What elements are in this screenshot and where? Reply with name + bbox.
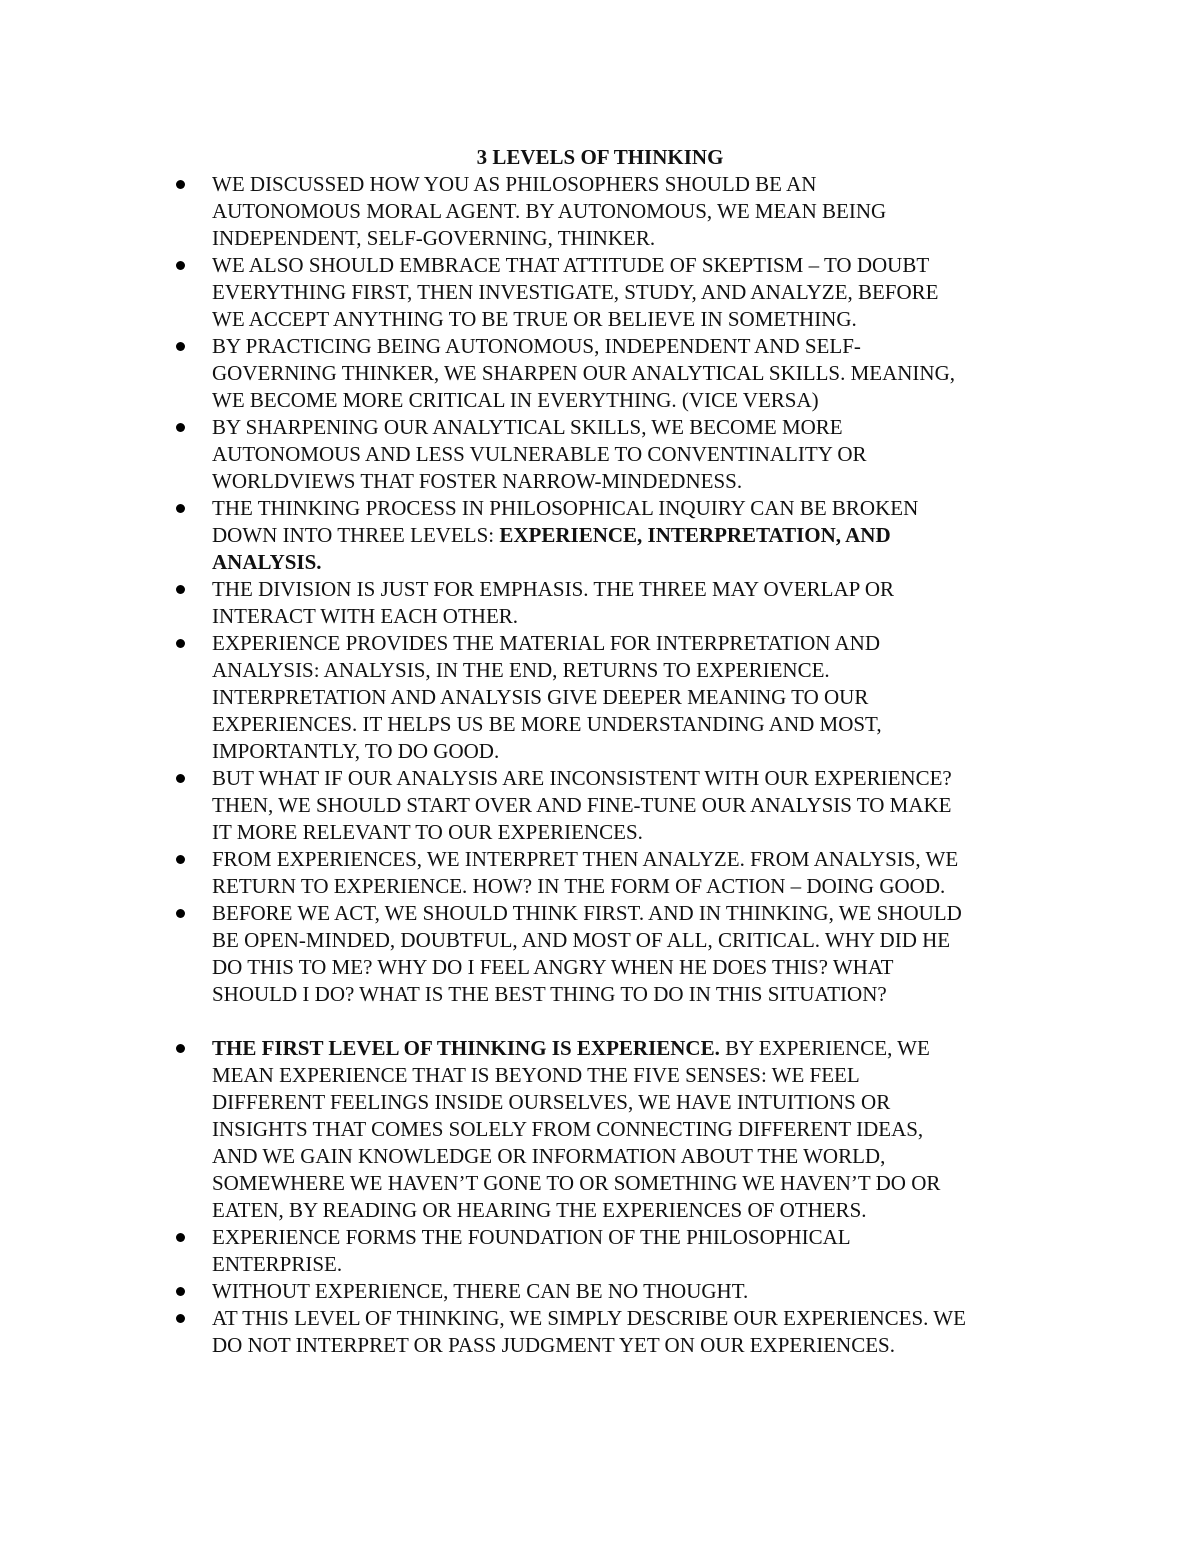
- bullet-item: [0, 252, 1072, 333]
- bullet-line: EVERYTHING FIRST, THEN INVESTIGATE, STUDY, AND ANALYZE, BEFORE: [212, 280, 939, 304]
- bullet-text: BY EXPERIENCE, WE: [719, 1036, 930, 1060]
- bullet-line: AT THIS LEVEL OF THINKING, WE SIMPLY DESCRIBE OUR EXPERIENCES. WE: [212, 1306, 966, 1330]
- bullet-line: GOVERNING THINKER, WE SHARPEN OUR ANALYTICAL SKILLS. MEANING,: [212, 361, 955, 385]
- bullet-item: [0, 576, 1072, 630]
- bullet-icon: [176, 909, 185, 918]
- bullet-item: [0, 630, 1072, 765]
- bullet-line: EXPERIENCE PROVIDES THE MATERIAL FOR INTERPRETATION AND: [212, 631, 880, 655]
- bullet-line: WORLDVIEWS THAT FOSTER NARROW-MINDEDNESS.: [212, 469, 743, 493]
- bullet-line: SOMEWHERE WE HAVEN’T GONE TO OR SOMETHING WE HAVEN’T DO OR: [212, 1171, 941, 1195]
- bullet-icon: [176, 1314, 185, 1323]
- bullet-line: SHOULD I DO? WHAT IS THE BEST THING TO DO IN THIS SITUATION?: [212, 982, 887, 1006]
- bullet-line: AUTONOMOUS MORAL AGENT. BY AUTONOMOUS, WE MEAN BEING: [212, 199, 887, 223]
- bullet-icon: [176, 1044, 185, 1053]
- bullet-line: ENTERPRISE.: [212, 1252, 343, 1276]
- bullet-item: [0, 1305, 1072, 1359]
- bullet-line: DO THIS TO ME? WHY DO I FEEL ANGRY WHEN HE DOES THIS? WHAT: [212, 955, 894, 979]
- bullet-item: [0, 846, 1072, 900]
- bullet-item: [0, 495, 1072, 576]
- bullet-line: THE DIVISION IS JUST FOR EMPHASIS. THE THREE MAY OVERLAP OR: [212, 577, 894, 601]
- bullet-line: EXPERIENCE FORMS THE FOUNDATION OF THE PHILOSOPHICAL: [212, 1225, 851, 1249]
- bullet-line: AND WE GAIN KNOWLEDGE OR INFORMATION ABOUT THE WORLD,: [212, 1144, 886, 1168]
- bullet-line: WE ALSO SHOULD EMBRACE THAT ATTITUDE OF SKEPTISM – TO DOUBT: [212, 253, 930, 277]
- bullet-line: AUTONOMOUS AND LESS VULNERABLE TO CONVENTINALITY OR: [212, 442, 867, 466]
- bullet-item: [0, 1278, 1072, 1305]
- bullet-item: [0, 1035, 1072, 1224]
- bullet-line: WE ACCEPT ANYTHING TO BE TRUE OR BELIEVE IN SOMETHING.: [212, 307, 857, 331]
- bullet-line: DO NOT INTERPRET OR PASS JUDGMENT YET ON OUR EXPERIENCES.: [212, 1333, 895, 1357]
- bullet-item: [0, 171, 1072, 252]
- bullet-line: IMPORTANTLY, TO DO GOOD.: [212, 739, 500, 763]
- bullet-line: BE OPEN-MINDED, DOUBTFUL, AND MOST OF ALL, CRITICAL. WHY DID HE: [212, 928, 951, 952]
- bullet-icon: [176, 180, 185, 189]
- bullet-text: DOWN INTO THREE LEVELS:: [212, 523, 500, 547]
- bullet-line: BY SHARPENING OUR ANALYTICAL SKILLS, WE BECOME MORE: [212, 415, 843, 439]
- bullet-line: WE DISCUSSED HOW YOU AS PHILOSOPHERS SHOULD BE AN: [212, 172, 817, 196]
- bullet-line: BY PRACTICING BEING AUTONOMOUS, INDEPENDENT AND SELF-: [212, 334, 861, 358]
- bullet-line: THE THINKING PROCESS IN PHILOSOPHICAL INQUIRY CAN BE BROKEN: [212, 496, 919, 520]
- bullet-line: IT MORE RELEVANT TO OUR EXPERIENCES.: [212, 820, 643, 844]
- bullet-icon: [176, 855, 185, 864]
- bullet-icon: [176, 423, 185, 432]
- bold-levels-text: ANALYSIS.: [212, 550, 322, 574]
- bullet-line: INDEPENDENT, SELF-GOVERNING, THINKER.: [212, 226, 656, 250]
- bullet-icon: [176, 774, 185, 783]
- bullet-line: BUT WHAT IF OUR ANALYSIS ARE INCONSISTENT WITH OUR EXPERIENCE?: [212, 766, 952, 790]
- bullet-line: [212, 1035, 1072, 1062]
- bullet-item: [0, 900, 1072, 1008]
- bullet-icon: [176, 261, 185, 270]
- page-title: 3 LEVELS OF THINKING: [476, 145, 724, 169]
- bullet-line: THEN, WE SHOULD START OVER AND FINE-TUNE OUR ANALYSIS TO MAKE: [212, 793, 952, 817]
- bullet-item: [0, 1224, 1072, 1278]
- bullet-icon: [176, 639, 185, 648]
- bullet-line: EXPERIENCES. IT HELPS US BE MORE UNDERSTANDING AND MOST,: [212, 712, 882, 736]
- bold-heading-text: THE FIRST LEVEL OF THINKING IS EXPERIENCE.: [212, 1036, 720, 1060]
- bullet-line: INTERACT WITH EACH OTHER.: [212, 604, 519, 628]
- bullet-line: [212, 549, 1072, 576]
- bullet-line: RETURN TO EXPERIENCE. HOW? IN THE FORM OF ACTION – DOING GOOD.: [212, 874, 946, 898]
- bold-levels-text: EXPERIENCE, INTERPRETATION, AND: [499, 523, 891, 547]
- bullet-line: INTERPRETATION AND ANALYSIS GIVE DEEPER MEANING TO OUR: [212, 685, 869, 709]
- bullet-line: EATEN, BY READING OR HEARING THE EXPERIENCES OF OTHERS.: [212, 1198, 867, 1222]
- bullet-line: WITHOUT EXPERIENCE, THERE CAN BE NO THOUGHT.: [212, 1279, 749, 1303]
- bullet-item: [0, 765, 1072, 846]
- bullet-line: INSIGHTS THAT COMES SOLELY FROM CONNECTING DIFFERENT IDEAS,: [212, 1117, 924, 1141]
- bullet-item: [0, 333, 1072, 414]
- bullet-icon: [176, 1287, 185, 1296]
- bullet-line: [212, 522, 1072, 549]
- bullet-line: DIFFERENT FEELINGS INSIDE OURSELVES, WE HAVE INTUITIONS OR: [212, 1090, 891, 1114]
- bullet-line: FROM EXPERIENCES, WE INTERPRET THEN ANALYZE. FROM ANALYSIS, WE: [212, 847, 959, 871]
- bullet-icon: [176, 1233, 185, 1242]
- bullet-item: [0, 414, 1072, 495]
- bullet-icon: [176, 585, 185, 594]
- bullet-icon: [176, 342, 185, 351]
- bullet-list: [0, 171, 1072, 1359]
- bullet-icon: [176, 504, 185, 513]
- bullet-line: BEFORE WE ACT, WE SHOULD THINK FIRST. AND IN THINKING, WE SHOULD: [212, 901, 962, 925]
- bullet-line: ANALYSIS: ANALYSIS, IN THE END, RETURNS TO EXPERIENCE.: [212, 658, 830, 682]
- bullet-line: MEAN EXPERIENCE THAT IS BEYOND THE FIVE SENSES: WE FEEL: [212, 1063, 860, 1087]
- bullet-line: WE BECOME MORE CRITICAL IN EVERYTHING. (VICE VERSA): [212, 388, 819, 412]
